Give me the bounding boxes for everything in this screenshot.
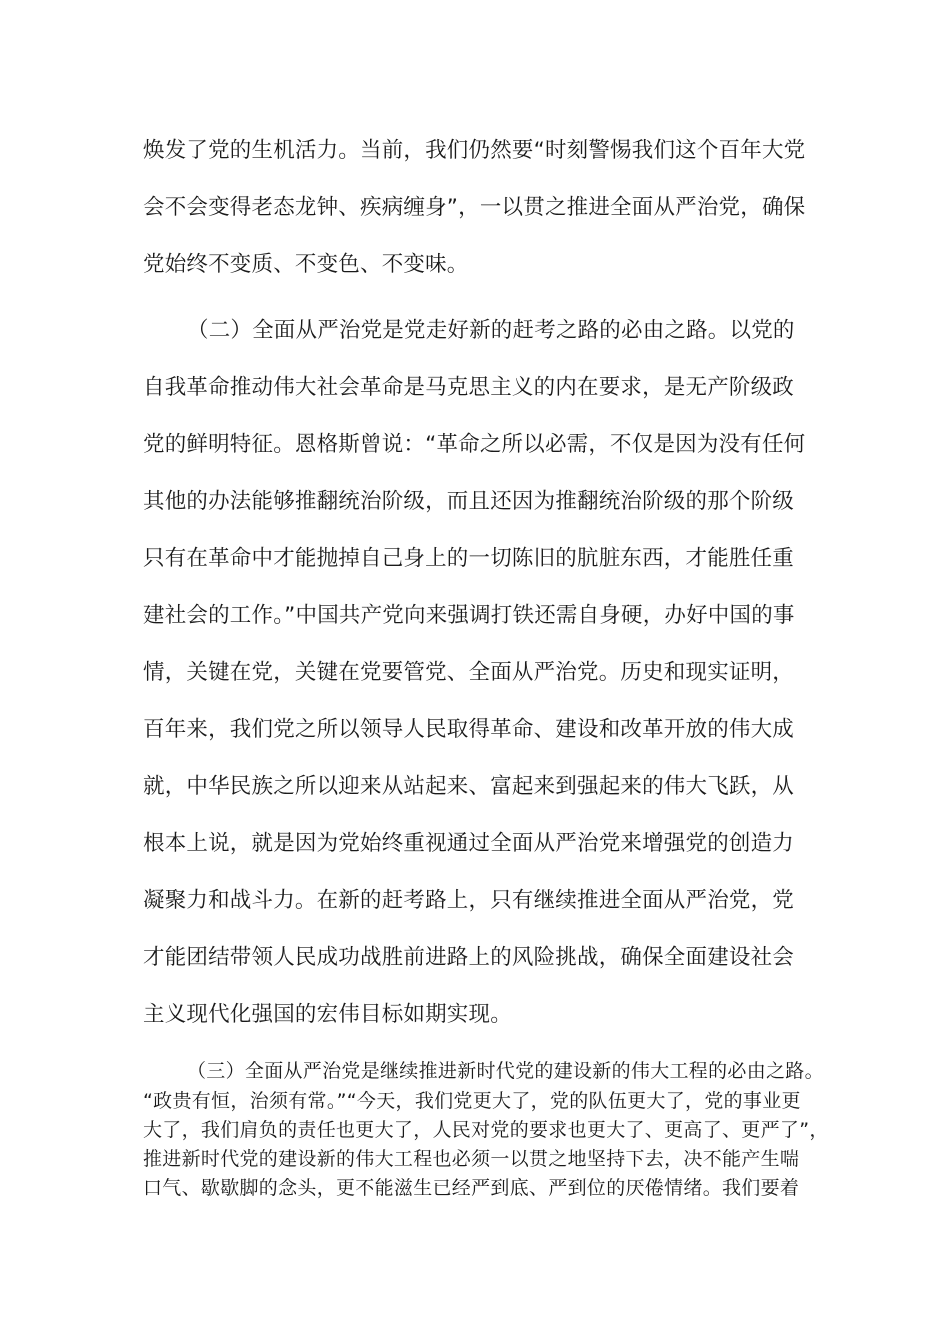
section-two-line-6: 建社会的工作。”中国共产党向来强调打铁还需自身硬，办好中国的事: [143, 603, 795, 628]
section-two-line-9: 就，中华民族之所以迎来从站起来、富起来到强起来的伟大飞跃，从: [143, 774, 795, 799]
section-three-line-1: （三）全面从严治党是继续推进新时代党的建设新的伟大工程的必由之路。: [187, 1060, 824, 1082]
section-two-line-2: 自我革命推动伟大社会革命是马克思主义的内在要求，是无产阶级政: [143, 375, 795, 400]
section-three-line-2: “政贵有恒，治须有常。”“今天，我们党更大了，党的队伍更大了，党的事业更: [143, 1090, 801, 1112]
section-three-line-4: 推进新时代党的建设新的伟大工程也必须一以贯之地坚持下去，决不能产生喘: [143, 1148, 800, 1170]
section-two-line-4: 其他的办法能够推翻统治阶级，而且还因为推翻统治阶级的那个阶级: [143, 489, 795, 514]
intro-line-1: 焕发了党的生机活力。当前，我们仍然要“时刻警惕我们这个百年大党: [143, 138, 806, 163]
section-two-line-10: 根本上说，就是因为党始终重视通过全面从严治党来增强党的创造力: [143, 831, 795, 856]
intro-line-2: 会不会变得老态龙钟、疾病缠身”，一以贯之推进全面从严治党，确保: [143, 195, 806, 220]
section-two-line-11: 凝聚力和战斗力。在新的赶考路上，只有继续推进全面从严治党，党: [143, 888, 795, 913]
section-two-line-8: 百年来，我们党之所以领导人民取得革命、建设和改革开放的伟大成: [143, 717, 795, 742]
section-two-line-5: 只有在革命中才能抛掉自己身上的一切陈旧的肮脏东西，才能胜任重: [143, 546, 795, 571]
section-three-line-3: 大了，我们肩负的责任也更大了，人民对党的要求也更大了、更高了、更严了”，: [143, 1119, 829, 1141]
section-two-line-7: 情，关键在党，关键在党要管党、全面从严治党。历史和现实证明，: [143, 660, 795, 685]
intro-line-3: 党始终不变质、不变色、不变味。: [143, 252, 469, 277]
section-two-line-12: 才能团结带领人民成功战胜前进路上的风险挑战，确保全面建设社会: [143, 945, 795, 970]
section-two-line-1: （二）全面从严治党是党走好新的赶考之路的必由之路。以党的: [187, 318, 795, 343]
section-three-line-5: 口气、歇歇脚的念头，更不能滋生已经严到底、严到位的厌倦情绪。我们要着: [143, 1177, 800, 1199]
section-two-line-3: 党的鲜明特征。恩格斯曾说：“革命之所以必需，不仅是因为没有任何: [143, 432, 806, 457]
section-two-line-13: 主义现代化强国的宏伟目标如期实现。: [143, 1002, 512, 1027]
